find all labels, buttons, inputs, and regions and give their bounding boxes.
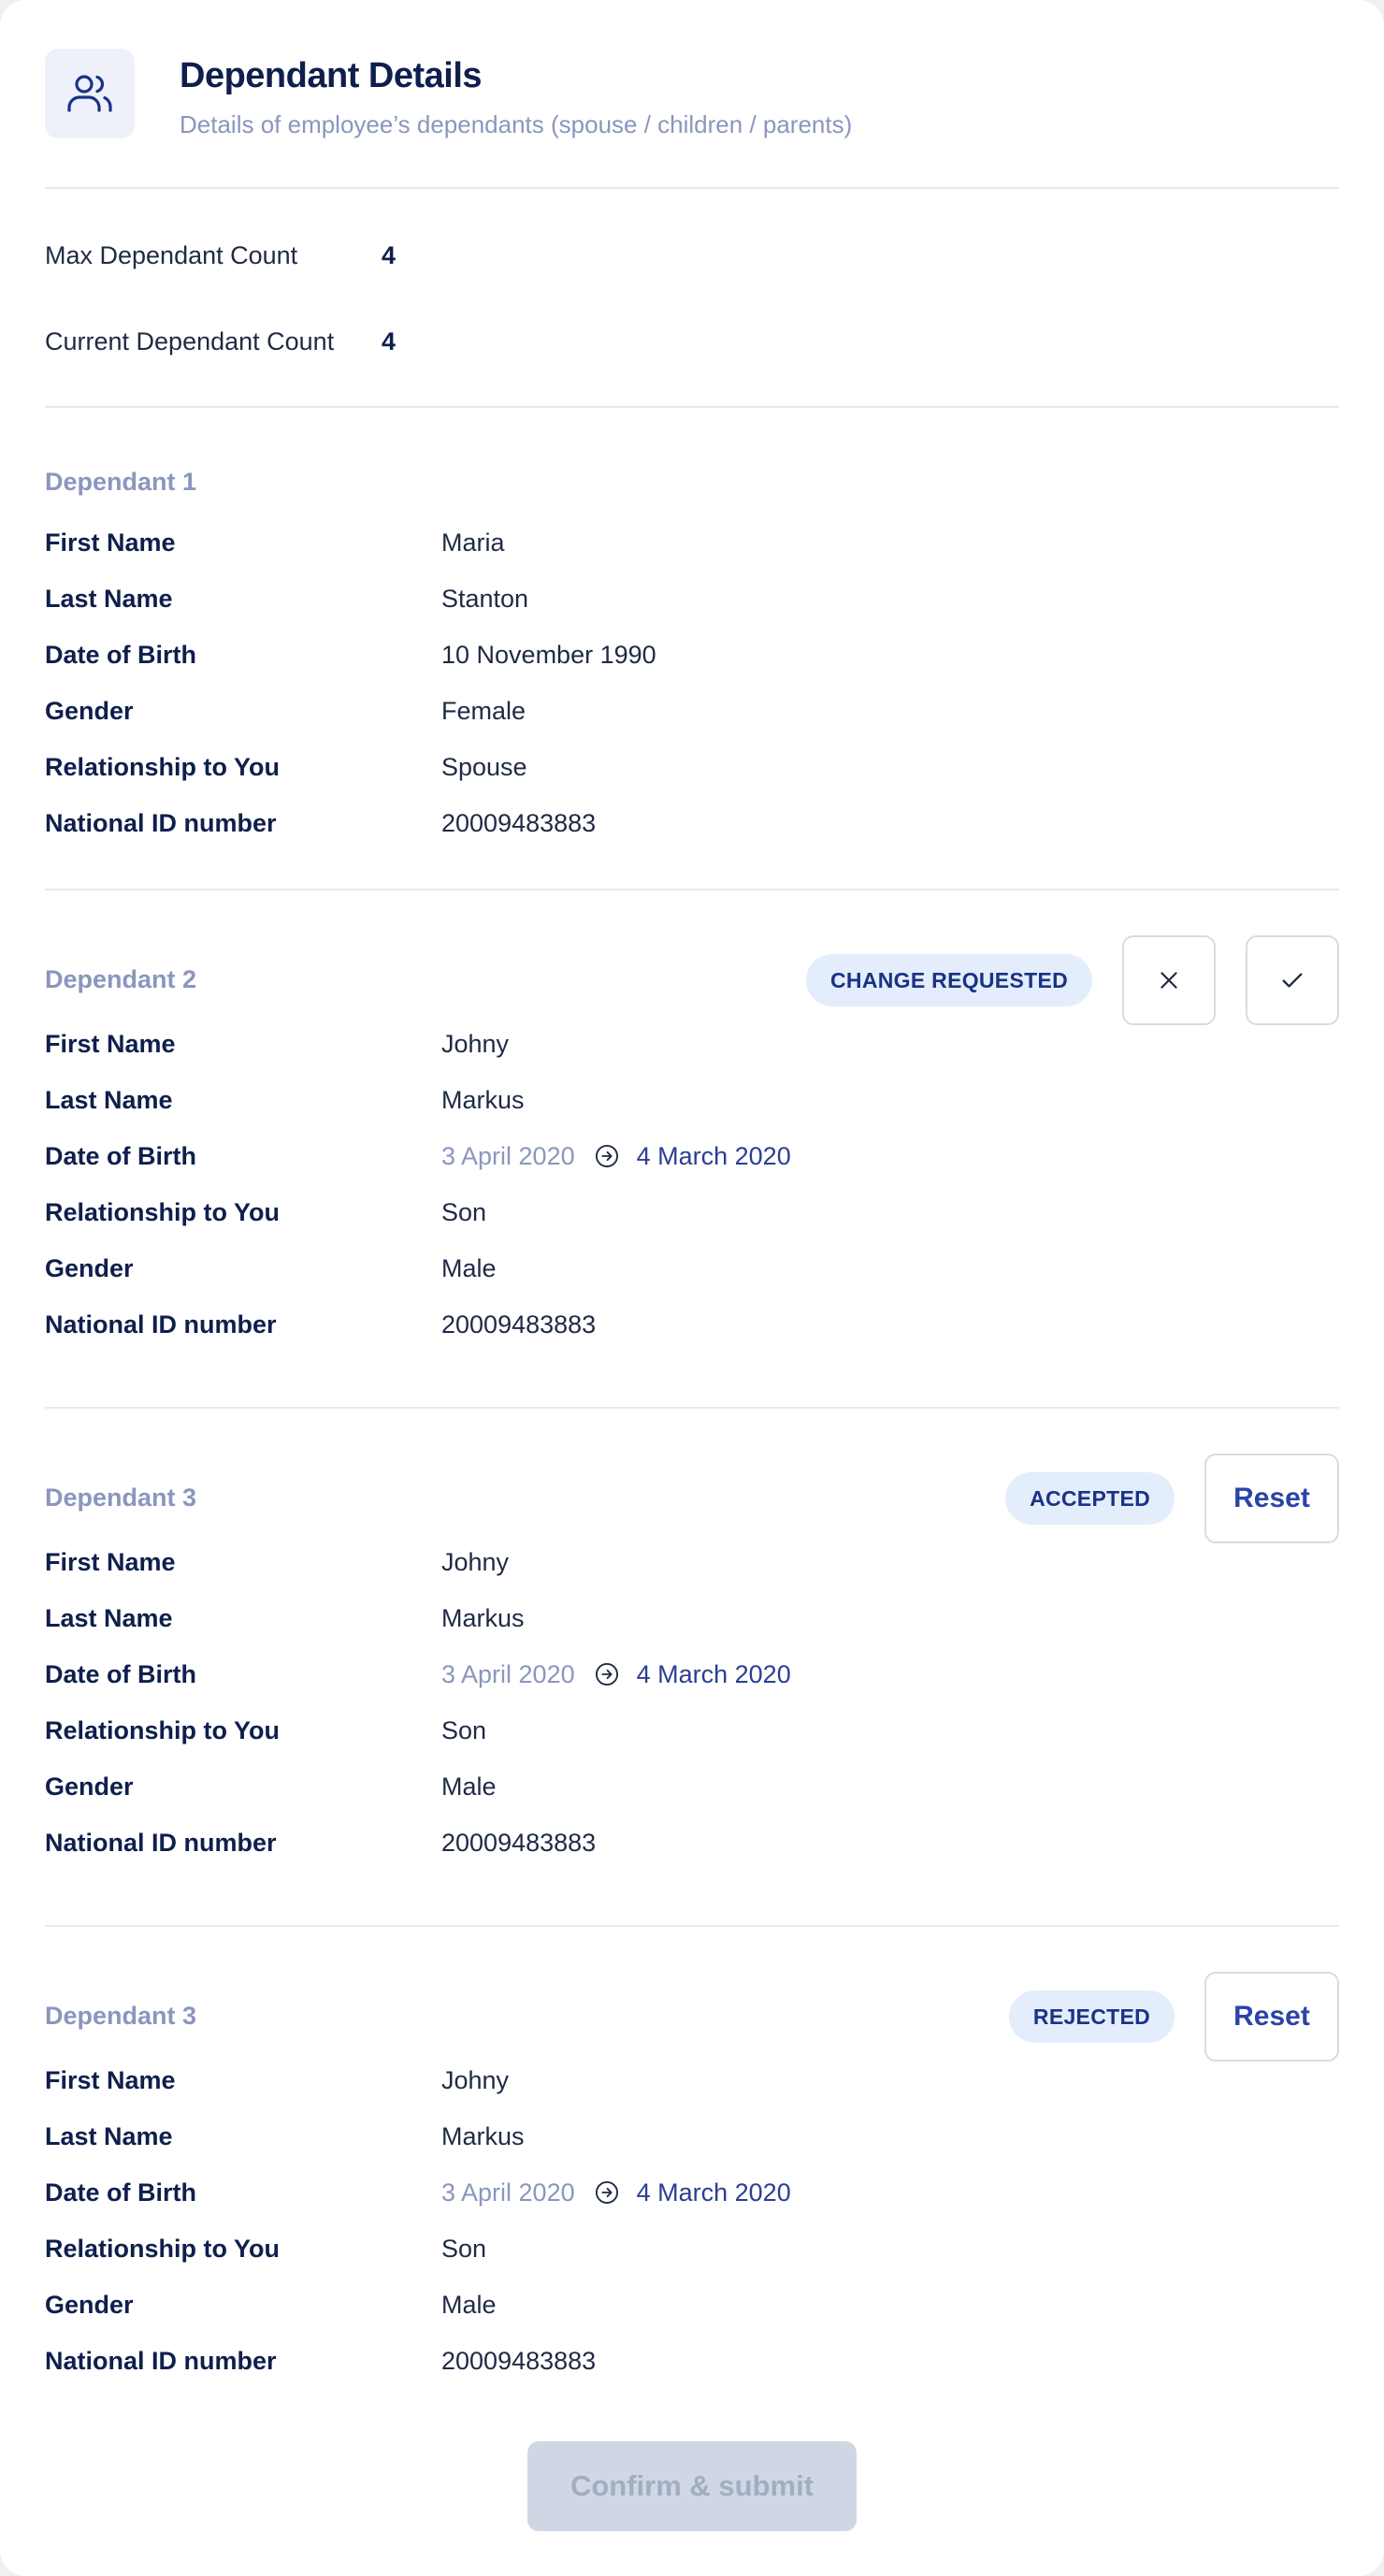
dependant-counts <box>45 189 1339 406</box>
field-date-of-birth <box>45 1656 1339 1693</box>
field-gender <box>45 2286 1339 2323</box>
field-national-id <box>45 1824 1339 1861</box>
field-relationship <box>45 1712 1339 1749</box>
field-relationship <box>45 748 1339 786</box>
field-relationship <box>45 2230 1339 2267</box>
field-label: First Name <box>45 1547 176 1576</box>
current-count-value: 4 <box>382 327 396 355</box>
field-value: Markus <box>441 2121 525 2150</box>
field-label: Last Name <box>45 584 173 613</box>
close-icon <box>1157 968 1181 992</box>
field-value-change <box>441 2178 791 2207</box>
field-value: Stanton <box>441 584 529 613</box>
field-first-name <box>45 1025 1339 1063</box>
field-value: 20009483883 <box>441 1828 597 1857</box>
users-icon <box>45 49 135 138</box>
check-icon <box>1279 967 1305 993</box>
field-national-id <box>45 1306 1339 1343</box>
field-label: Date of Birth <box>45 2178 196 2207</box>
field-label: Relationship to You <box>45 2234 281 2263</box>
field-label: Last Name <box>45 1603 173 1632</box>
field-gender <box>45 692 1339 730</box>
field-value: Female <box>441 696 526 725</box>
approve-button[interactable] <box>1246 935 1339 1025</box>
field-value: Johny <box>441 1547 510 1576</box>
field-first-name <box>45 2062 1339 2099</box>
field-value: Markus <box>441 1085 525 1114</box>
field-label: Date of Birth <box>45 640 196 669</box>
field-label: Gender <box>45 1253 134 1282</box>
field-value: 10 November 1990 <box>441 640 656 669</box>
field-label: National ID number <box>45 1310 277 1339</box>
field-value: Johny <box>441 1029 510 1058</box>
field-date-of-birth <box>45 636 1339 673</box>
field-label: National ID number <box>45 1828 277 1857</box>
field-value: 20009483883 <box>441 1310 597 1339</box>
field-date-of-birth <box>45 1137 1339 1175</box>
card-header <box>45 0 1339 187</box>
field-value-change <box>441 1660 791 1689</box>
arrow-right-circle-icon <box>594 1143 620 1169</box>
reject-button[interactable] <box>1122 935 1216 1025</box>
field-gender <box>45 1250 1339 1287</box>
field-label: First Name <box>45 528 176 557</box>
field-value: 20009483883 <box>441 808 597 837</box>
field-label: First Name <box>45 1029 176 1058</box>
arrow-right-circle-icon <box>594 2179 620 2206</box>
dependant-section-1 <box>45 408 1339 889</box>
field-national-id <box>45 804 1339 842</box>
new-value: 4 March 2020 <box>636 1141 791 1170</box>
field-last-name <box>45 580 1339 617</box>
max-count-row <box>45 241 396 270</box>
field-last-name <box>45 2118 1339 2155</box>
field-label: Gender <box>45 696 134 725</box>
field-value: 20009483883 <box>441 2346 597 2375</box>
page-title: Dependant Details <box>180 56 483 95</box>
field-value: Son <box>441 2234 487 2263</box>
dependant-title: Dependant 3 <box>45 1483 197 1512</box>
arrow-right-circle-icon <box>594 1661 620 1687</box>
field-label: Gender <box>45 1772 134 1801</box>
card-content <box>45 0 1339 2413</box>
old-value: 3 April 2020 <box>441 1141 575 1170</box>
field-label: Date of Birth <box>45 1141 196 1170</box>
dependant-title: Dependant 2 <box>45 965 197 993</box>
field-last-name <box>45 1081 1339 1119</box>
field-label: National ID number <box>45 2346 277 2375</box>
field-label: Last Name <box>45 1085 173 1114</box>
current-count-row <box>45 327 396 356</box>
dependant-title: Dependant 3 <box>45 2002 197 2030</box>
field-label: Relationship to You <box>45 752 281 781</box>
field-gender <box>45 1768 1339 1805</box>
field-value: Son <box>441 1197 487 1226</box>
field-label: First Name <box>45 2065 176 2094</box>
new-value: 4 March 2020 <box>636 1659 791 1688</box>
field-label: National ID number <box>45 808 277 837</box>
dependant-section-2 <box>45 890 1339 1407</box>
field-value: Spouse <box>441 752 527 781</box>
old-value: 3 April 2020 <box>441 2178 575 2207</box>
status-badge-accepted: ACCEPTED <box>1005 1472 1175 1525</box>
field-value: Male <box>441 1772 497 1801</box>
current-count-label: Current Dependant Count <box>45 327 335 355</box>
status-badge-rejected: REJECTED <box>1009 1990 1175 2043</box>
field-first-name <box>45 1543 1339 1581</box>
reset-button[interactable]: Reset <box>1204 1972 1339 2062</box>
field-value-change <box>441 1142 791 1171</box>
field-label: Relationship to You <box>45 1715 281 1744</box>
field-value: Son <box>441 1715 487 1744</box>
dependant-section-3 <box>45 1409 1339 1925</box>
field-label: Relationship to You <box>45 1197 281 1226</box>
field-value: Markus <box>441 1603 525 1632</box>
reset-button[interactable]: Reset <box>1204 1454 1339 1543</box>
field-label: Date of Birth <box>45 1659 196 1688</box>
field-value: Male <box>441 1253 497 1282</box>
field-national-id <box>45 2342 1339 2380</box>
field-value: Johny <box>441 2065 510 2094</box>
confirm-submit-button[interactable]: Confirm & submit <box>527 2441 857 2531</box>
page-subtitle: Details of employee’s dependants (spouse / children / parents) <box>180 110 853 138</box>
field-label: Last Name <box>45 2121 173 2150</box>
dependant-title: Dependant 1 <box>45 468 197 496</box>
dependant-section-4 <box>45 1927 1339 2413</box>
field-last-name <box>45 1599 1339 1637</box>
field-date-of-birth <box>45 2174 1339 2211</box>
old-value: 3 April 2020 <box>441 1659 575 1688</box>
status-badge-change-requested: CHANGE REQUESTED <box>806 954 1092 1006</box>
field-value: Maria <box>441 528 505 557</box>
field-label: Gender <box>45 2290 134 2319</box>
max-count-value: 4 <box>382 241 396 269</box>
field-relationship <box>45 1194 1339 1231</box>
new-value: 4 March 2020 <box>636 2178 791 2207</box>
max-count-label: Max Dependant Count <box>45 241 298 269</box>
field-value: Male <box>441 2290 497 2319</box>
field-first-name <box>45 524 1339 561</box>
